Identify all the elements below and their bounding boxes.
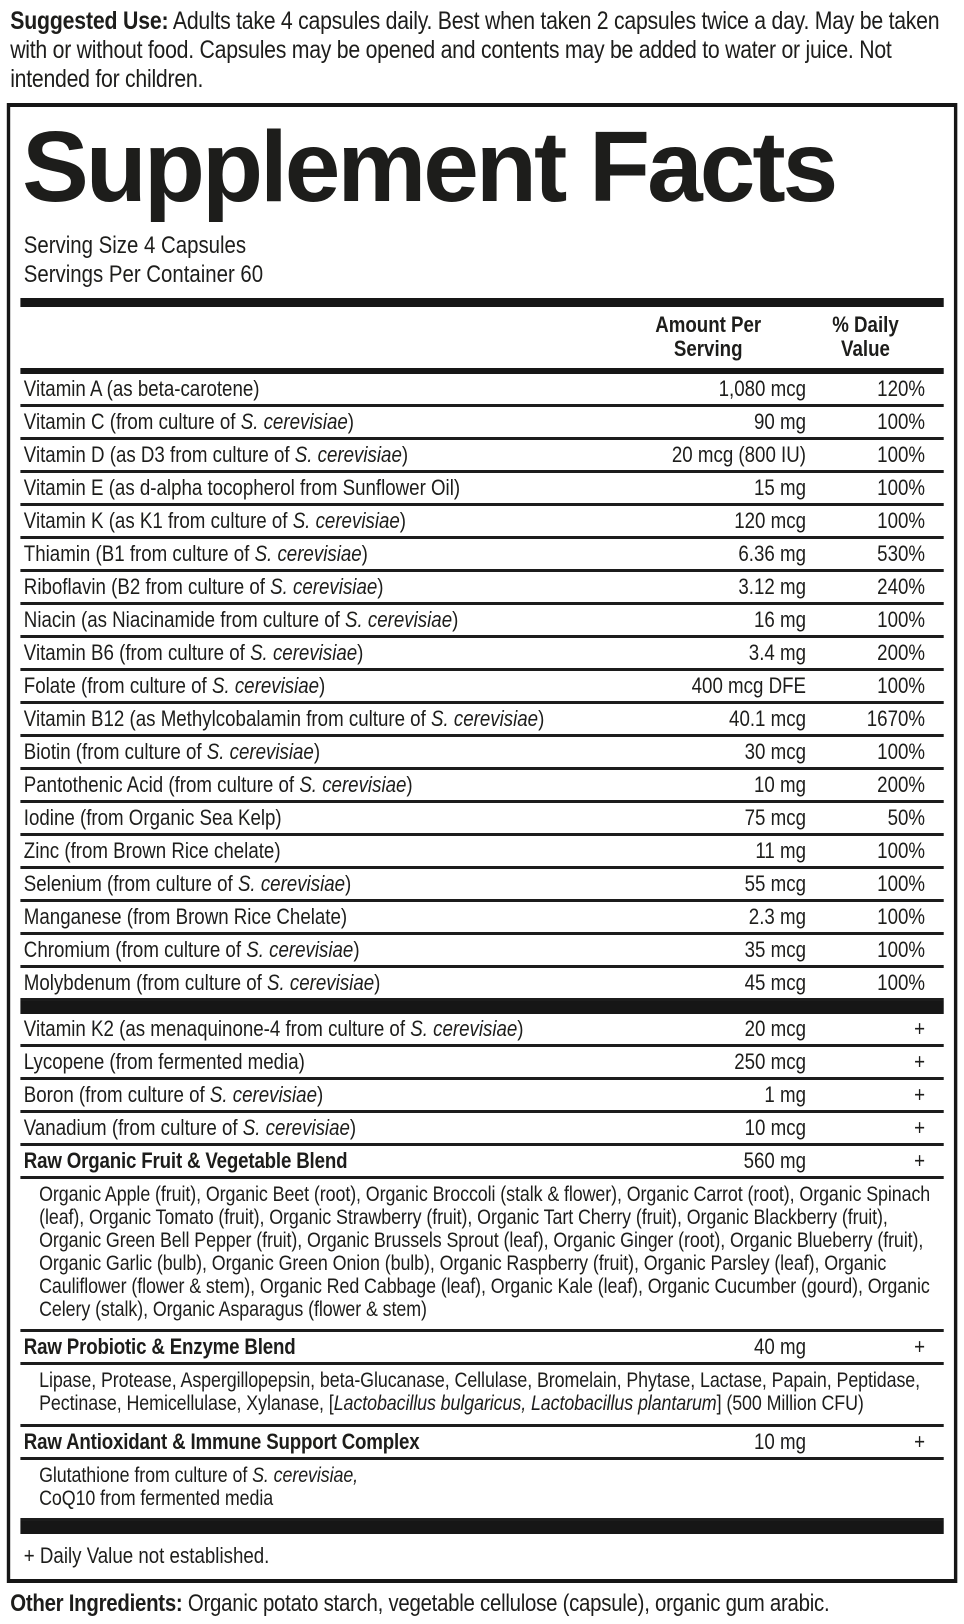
nutrient-name: Vitamin A (as beta-carotene) [23,375,260,401]
other-ingredients [0,1583,964,1624]
suggested-use-text: Adults take 4 capsules daily. Best when taken 2 capsules twice a day. May be taken with or without food. Capsules may be opened and contents may be added to water or juice. Not intended for children. [10,7,940,93]
nutrient-amount: 400 mcg DFE [691,672,806,698]
table-row [20,1427,943,1460]
nutrient-amount: 20 mcg [744,1015,806,1041]
nutrient-daily-value: 100% [877,408,926,434]
nutrient-name: Zinc (from Brown Rice chelate) [23,837,281,863]
nutrient-daily-value: 200% [877,639,926,665]
panel-title-wrap [20,107,943,223]
header-amount-per-serving [610,313,806,362]
table-row [20,572,943,605]
nutrient-amount: 3.4 mg [748,639,806,665]
nutrient-name: Vanadium (from culture of S. cerevisiae) [23,1114,357,1140]
blend-ingredients: Lipase, Protease, Aspergillopepsin, beta-Glucanase, Cellulase, Bromelain, Phytase, Lactase, Papain, Peptidase, Pectinase, Hemicellulase, Xylanase, [Lactobacillus bulgaricus, Lactobacillus plantarum] (500 Million CFU) [20,1365,943,1426]
daily-value-footnote: + Daily Value not established. [23,1542,270,1568]
table-row [20,803,943,836]
nutrient-daily-value: 530% [877,540,926,566]
nutrient-daily-value: 100% [877,738,926,764]
nutrient-name: Folate (from culture of S. cerevisiae) [23,672,326,698]
nutrient-amount: 20 mcg (800 IU) [671,441,806,467]
nutrient-amount: 250 mcg [734,1048,806,1074]
nutrient-name: Raw Probiotic & Enzyme Blend [23,1334,296,1360]
table-row [20,836,943,869]
nutrient-daily-value: 200% [877,771,926,797]
nutrient-amount: 3.12 mg [738,573,806,599]
nutrient-daily-value: + [914,1147,926,1173]
nutrient-amount: 16 mg [753,606,806,632]
suggested-use [0,0,964,103]
nutrient-daily-value: 100% [877,903,926,929]
table-row [20,440,943,473]
table-row [20,539,943,572]
servings-per-container: Servings Per Container 60 [23,261,264,289]
section-divider-bar [20,1001,943,1014]
table-row [20,407,943,440]
header-amount-line1: Amount Per [655,311,762,337]
table-row [20,506,943,539]
blend-ingredients: Organic Apple (fruit), Organic Beet (root), Organic Broccoli (stalk & flower), Organic Carrot (root), Organic Spinach (leaf), Organic Tomato (fruit), Organic Strawberry (fruit), Organic Tart Cherry (fruit), Organic Blackberry (fruit), Organic Green Bell Pepper (fruit), Organic Brussels Sprout (leaf), Organic Ginger (root), Organic Blueberry (fruit), Organic Garlic (bulb), Organic Green Onion (bulb), Organic Raspberry (fruit), Organic Parsley (leaf), Organic Cauliflower (flower & stem), Organic Red Cabbage (leaf), Organic Kale (leaf), Organic Cucumber (gourd), Organic Celery (stalk), Organic Asparagus (flower & stem) [20,1179,943,1333]
nutrient-name: Vitamin B6 (from culture of S. cerevisiae) [23,639,364,665]
nutrient-daily-value: 100% [877,870,926,896]
table-row [20,770,943,803]
nutrient-daily-value: + [914,1081,926,1107]
nutrient-name: Raw Antioxidant & Immune Support Complex [23,1428,420,1454]
nutrient-name: Boron (from culture of S. cerevisiae) [23,1081,324,1107]
nutrient-amount: 90 mg [753,408,806,434]
table-row [20,605,943,638]
nutrient-daily-value: 100% [877,837,926,863]
supplement-facts-panel [7,103,958,1583]
nutrient-amount: 11 mg [755,837,806,863]
nutrient-amount: 40.1 mcg [729,705,806,731]
nutrient-amount: 10 mcg [744,1114,806,1140]
nutrient-daily-value: + [914,1428,926,1454]
nutrient-name: Manganese (from Brown Rice Chelate) [23,903,348,929]
nutrient-amount: 6.36 mg [738,540,806,566]
table-row [20,902,943,935]
table-row [20,1080,943,1113]
nutrient-daily-value: + [914,1015,926,1041]
nutrient-daily-value: 100% [877,474,926,500]
suggested-use-label: Suggested Use: [10,7,169,35]
nutrient-daily-value: 100% [877,936,926,962]
header-dv-line1: % Daily [832,311,899,337]
nutrient-name: Iodine (from Organic Sea Kelp) [23,804,282,830]
nutrient-amount: 560 mg [743,1147,806,1173]
nutrient-amount: 2.3 mg [748,903,806,929]
table-row [20,935,943,968]
nutrient-name: Vitamin K2 (as menaquinone-4 from culture of S. cerevisiae) [23,1015,524,1041]
nutrient-amount: 35 mcg [744,936,806,962]
table-section [20,1014,943,1521]
nutrient-name: Vitamin B12 (as Methylcobalamin from culture of S. cerevisiae) [23,705,545,731]
nutrient-amount: 75 mcg [744,804,806,830]
header-dv-line2: Value [841,336,890,362]
nutrient-name: Vitamin D (as D3 from culture of S. cerevisiae) [23,441,409,467]
facts-table [20,374,943,1521]
nutrient-amount: 55 mcg [744,870,806,896]
serving-size: Serving Size 4 Capsules [23,232,247,259]
blend-ingredients: Glutathione from culture of S. cerevisiae, CoQ10 from fermented media [20,1460,943,1521]
nutrient-amount: 45 mcg [744,969,806,995]
nutrient-daily-value: + [914,1114,926,1140]
table-row [20,1014,943,1047]
nutrient-amount: 40 mg [753,1334,806,1360]
nutrient-daily-value: 100% [877,969,926,995]
table-row [20,1146,943,1179]
nutrient-daily-value: 240% [877,573,926,599]
nutrient-daily-value: 100% [877,672,926,698]
nutrient-name: Biotin (from culture of S. cerevisiae) [23,738,321,764]
nutrient-daily-value: 100% [877,507,926,533]
header-amount-line2: Serving [673,336,743,362]
nutrient-name: Chromium (from culture of S. cerevisiae) [23,936,360,962]
panel-title: Supplement Facts [22,111,836,223]
nutrient-amount: 30 mcg [744,738,806,764]
table-row [20,1113,943,1146]
nutrient-name: Molybdenum (from culture of S. cerevisiae) [23,969,381,995]
nutrient-name: Pantothenic Acid (from culture of S. cerevisiae) [23,771,413,797]
nutrient-amount: 1,080 mcg [718,375,806,401]
nutrient-daily-value: 120% [877,375,926,401]
nutrient-name: Vitamin C (from culture of S. cerevisiae) [23,408,355,434]
table-row [20,869,943,902]
table-header [20,307,943,368]
top-divider-bar [20,298,943,307]
nutrient-daily-value: 100% [877,441,926,467]
table-row [20,1047,943,1080]
nutrient-name: Raw Organic Fruit & Vegetable Blend [23,1147,348,1173]
other-ingredients-label: Other Ingredients: [10,1589,183,1617]
table-section [20,374,943,1001]
nutrient-amount: 1 mg [764,1081,806,1107]
nutrient-name: Lycopene (from fermented media) [23,1048,305,1074]
nutrient-name: Niacin (as Niacinamide from culture of S. cerevisiae) [23,606,459,632]
footnote-divider-bar [20,1521,943,1534]
header-percent-daily-value [806,313,925,362]
nutrient-amount: 10 mg [753,1428,806,1454]
nutrient-daily-value: 1670% [866,705,926,731]
nutrient-amount: 120 mcg [734,507,806,533]
nutrient-name: Vitamin E (as d-alpha tocopherol from Sunflower Oil) [23,474,461,500]
nutrient-daily-value: 100% [877,606,926,632]
nutrient-amount: 15 mg [753,474,806,500]
table-row [20,473,943,506]
table-row [20,704,943,737]
table-row [20,671,943,704]
nutrient-name: Vitamin K (as K1 from culture of S. cerevisiae) [23,507,407,533]
table-row [20,638,943,671]
nutrient-name: Riboflavin (B2 from culture of S. cerevisiae) [23,573,384,599]
table-row [20,968,943,1001]
other-ingredients-text: Organic potato starch, vegetable cellulose (capsule), organic gum arabic. [182,1589,830,1617]
nutrient-name: Thiamin (B1 from culture of S. cerevisiae) [23,540,368,566]
table-row [20,374,943,407]
table-row [20,737,943,770]
nutrient-name: Selenium (from culture of S. cerevisiae) [23,870,352,896]
nutrient-daily-value: 50% [887,804,926,830]
serving-info [20,219,943,298]
nutrient-daily-value: + [914,1048,926,1074]
nutrient-daily-value: + [914,1334,926,1360]
nutrient-amount: 10 mg [753,771,806,797]
table-row [20,1332,943,1365]
